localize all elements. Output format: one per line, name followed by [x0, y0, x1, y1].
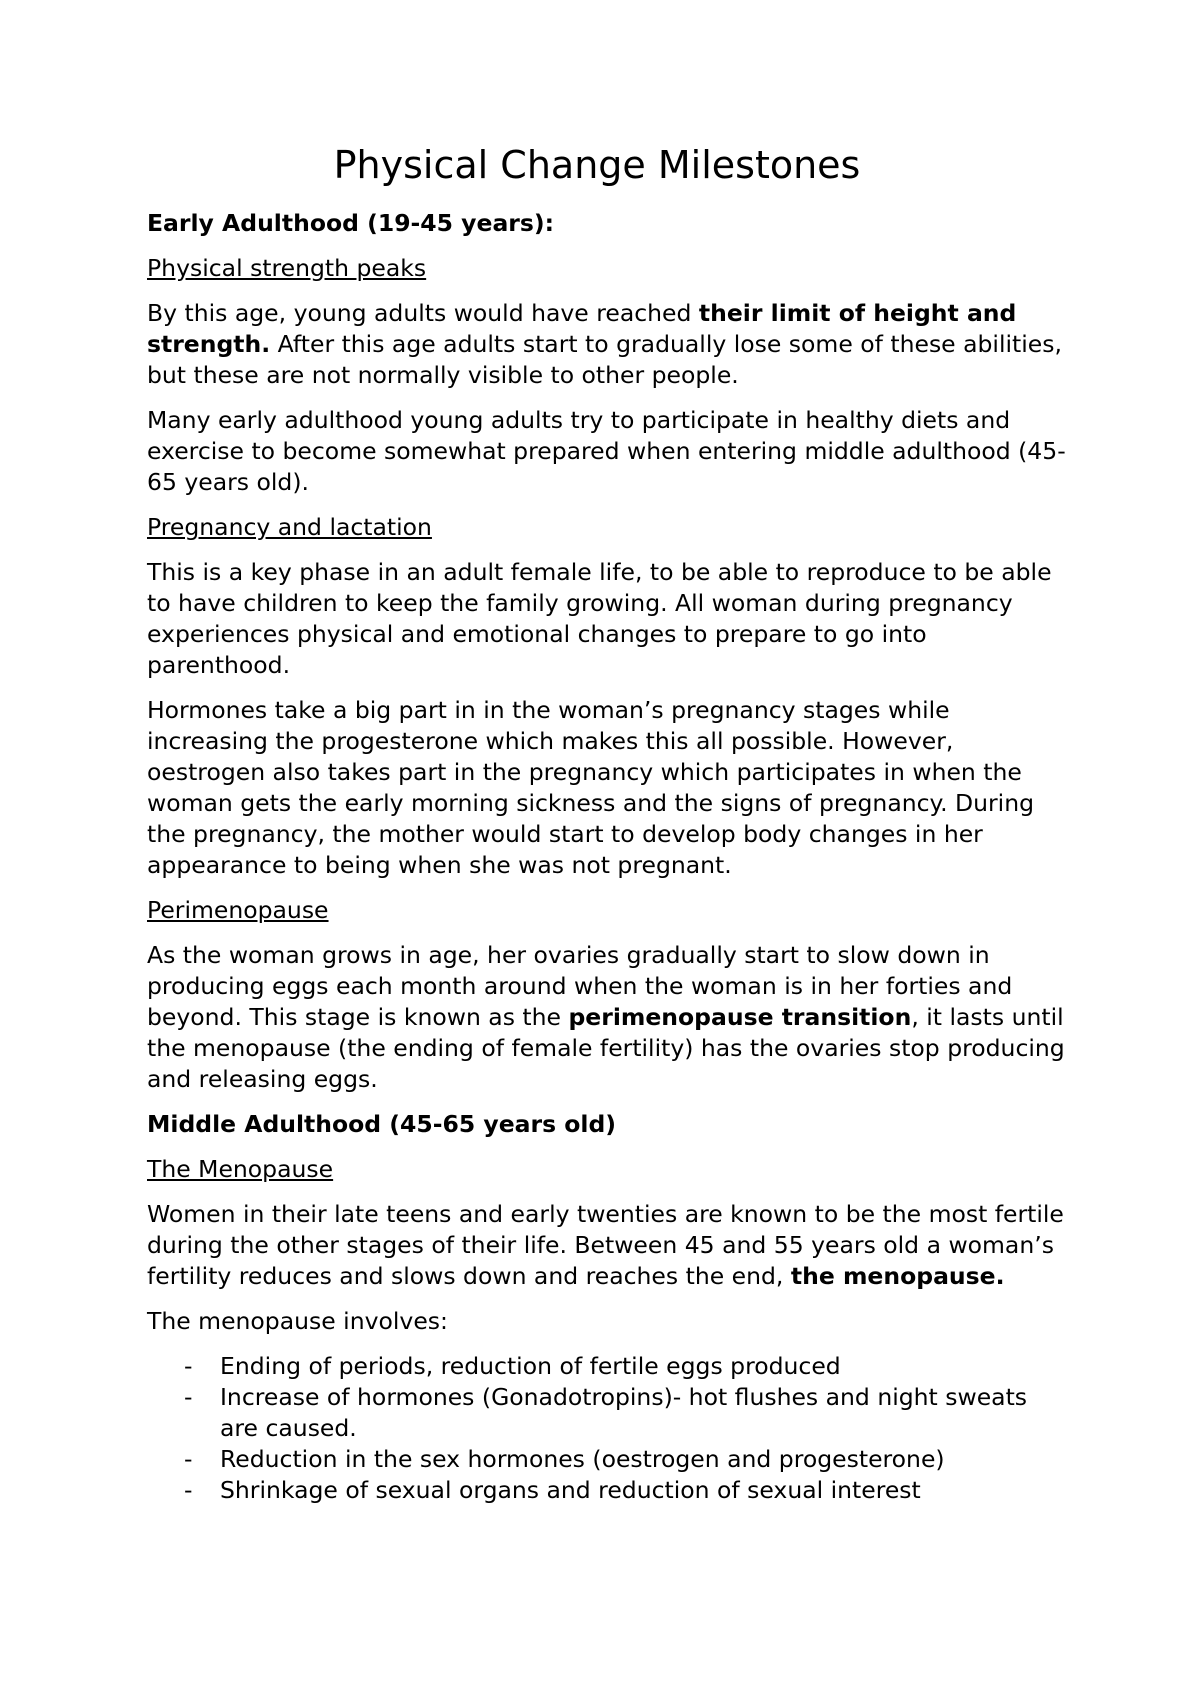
- menopause-emphasis: the menopause.: [790, 1262, 1005, 1290]
- list-item-text: Increase of hormones (Gonadotropins)- hot flushes and night sweats are caused.: [220, 1383, 1028, 1442]
- perimenopause-text: As the woman grows in age, her ovaries gradually start to slow down in producing eggs each month around when the woman is in her forties and beyond. This stage is known as the: [147, 941, 1013, 1031]
- strength-paragraph-1: [147, 298, 1067, 391]
- perimenopause-emphasis: perimenopause transition: [568, 1003, 912, 1031]
- middle-adulthood-heading: Middle Adulthood (45-65 years old): [147, 1110, 617, 1138]
- strength-p1-text-end: After this age adults start to gradually lose some of these abilities, but these are not normally visible to other people.: [147, 330, 1062, 389]
- pregnancy-paragraph-2: Hormones take a big part in in the woman’s pregnancy stages while increasing the progesterone which makes this all possible. However, oestrogen also takes part in the pregnancy which participates in when the woman gets the early morning sickness and the signs of pregnancy. During the pregnancy, the mother would start to develop body changes in her appearance to being when she was not pregnant.: [147, 696, 1035, 879]
- list-item: [147, 1444, 1067, 1475]
- list-item-text: Ending of periods, reduction of fertile eggs produced: [220, 1352, 841, 1380]
- menopause-text: Women in their late teens and early twenties are known to be the most fertile during the other stages of their life. Between 45 and 55 years old a woman’s fertility reduces and slows down and reaches the end,: [147, 1200, 1064, 1290]
- perimenopause-heading: Perimenopause: [147, 896, 329, 924]
- strength-heading: Physical strength peaks: [147, 254, 427, 282]
- menopause-heading: The Menopause: [147, 1155, 334, 1183]
- pregnancy-paragraph-1: This is a key phase in an adult female life, to be able to reproduce to be able to have children to keep the family growing. All woman during pregnancy experiences physical and emotional changes to prepare to go into parenthood.: [147, 558, 1052, 679]
- dash-bullet-icon: -: [184, 1476, 193, 1504]
- pregnancy-heading: Pregnancy and lactation: [147, 513, 432, 541]
- strength-paragraph-2: Many early adulthood young adults try to participate in healthy diets and exercise to become somewhat prepared when entering middle adulthood (45-65 years old).: [147, 406, 1066, 496]
- dash-bullet-icon: -: [184, 1383, 193, 1411]
- list-item-text: Reduction in the sex hormones (oestrogen and progesterone): [220, 1445, 945, 1473]
- early-adulthood-heading: Early Adulthood (19-45 years):: [147, 209, 555, 237]
- document-title: Physical Change Milestones: [333, 143, 861, 187]
- list-item: [147, 1382, 1067, 1444]
- strength-p1-emphasis: their limit of height and strength.: [147, 299, 1017, 358]
- list-item-text: Shrinkage of sexual organs and reduction of sexual interest: [220, 1476, 921, 1504]
- menopause-paragraph-2: The menopause involves:: [147, 1307, 448, 1335]
- menopause-paragraph-1: [147, 1199, 1067, 1292]
- list-item: [147, 1475, 1067, 1506]
- perimenopause-paragraph: [147, 940, 1067, 1095]
- document-page: [147, 140, 1067, 1506]
- dash-bullet-icon: -: [184, 1445, 193, 1473]
- strength-p1-text: By this age, young adults would have reached: [147, 299, 699, 327]
- perimenopause-text-end: , it lasts until the menopause (the ending of female fertility) has the ovaries stop producing and releasing eggs.: [147, 1003, 1065, 1093]
- menopause-list: [147, 1351, 1067, 1506]
- list-item: [147, 1351, 1067, 1382]
- dash-bullet-icon: -: [184, 1352, 193, 1380]
